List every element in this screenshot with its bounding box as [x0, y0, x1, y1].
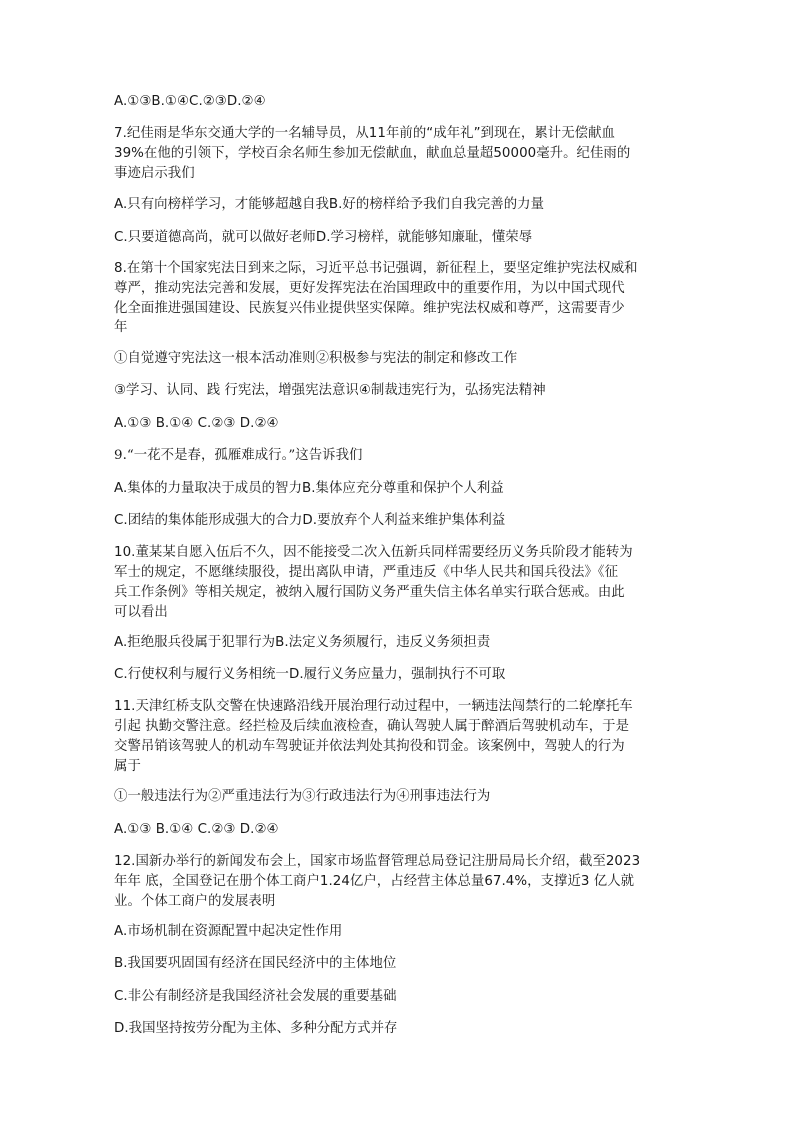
q11-stem-line-1: 11.天津红桥支队交警在快速路沿线开展治理行动过程中，一辆违法闯禁行的二轮摩托车	[114, 699, 633, 714]
q8-statements-1-2: ①自觉遵守宪法这一根本活动准则②积极参与宪法的制定和修改工作	[114, 351, 518, 366]
q8-statements-3-4: ③学习、认同、践 行宪法，增强宪法意识④制裁违宪行为，弘扬宪法精神	[114, 383, 546, 398]
q11-options: A.①③ B.①④ C.②③ D.②④	[114, 822, 279, 837]
q8-stem-line-3: 化全面推进强国建设、民族复兴伟业提供坚实保障。维护宪法权威和尊严，这需要青少	[114, 301, 625, 316]
q11-stem-line-3: 交警吊销该驾驶人的机动车驾驶证并依法判处其拘役和罚金。该案例中，驾驶人的行为	[114, 739, 625, 754]
q10-options-ab: A.拒绝服兵役属于犯罪行为B.法定义务须履行，违反义务须担责	[114, 635, 491, 650]
q7-options-cd: C.只要道德高尚，就可以做好老师D.学习榜样，就能够知廉耻，懂荣辱	[114, 230, 533, 245]
q8-stem-line-1: 8.在第十个国家宪法日到来之际，习近平总书记强调，新征程上，要坚定维护宪法权威和	[114, 261, 638, 276]
q6-options: A.①③B.①④C.②③D.②④	[114, 94, 266, 109]
q9-options-cd: C.团结的集体能形成强大的合力D.要放弃个人利益来维护集体利益	[114, 513, 506, 528]
q9-stem: 9.“一花不是春，孤雁难成行。”这告诉我们	[114, 448, 363, 463]
q9-options-ab: A.集体的力量取决于成员的智力B.集体应充分尊重和保护个人利益	[114, 481, 504, 496]
q8-stem-line-4: 年	[114, 320, 128, 335]
q11-statements: ①一般违法行为②严重违法行为③行政违法行为④刑事违法行为	[114, 789, 491, 804]
q12-option-a: A.市场机制在资源配置中起决定性作用	[114, 924, 343, 939]
q10-stem-line-2: 军士的规定，不愿继续服役，提出离队申请，严重违反《中华人民共和国兵役法》《征	[114, 565, 619, 580]
q11-stem-line-4: 属于	[114, 759, 141, 774]
q12-option-d: D.我国坚持按劳分配为主体、多种分配方式并存	[114, 1021, 398, 1036]
q8-stem-line-2: 尊严，推动宪法完善和发展，更好发挥宪法在治国理政中的重要作用，为以中国式现代	[114, 281, 625, 296]
q7-stem-line-3: 事迹启示我们	[114, 166, 195, 181]
q12-stem-line-3: 业。个体工商户的发展表明	[114, 894, 276, 909]
q12-option-c: C.非公有制经济是我国经济社会发展的重要基础	[114, 989, 397, 1004]
q10-stem-line-4: 可以看出	[114, 605, 168, 620]
q12-option-b: B.我国要巩固国有经济在国民经济中的主体地位	[114, 956, 397, 971]
q7-stem-line-1: 7.纪佳雨是华东交通大学的一名辅导员，从11年前的“成年礼”到现在，累计无偿献血	[114, 126, 615, 141]
q7-options-ab: A.只有向榜样学习，才能够超越自我B.好的榜样给予我们自我完善的力量	[114, 197, 545, 212]
q10-stem-line-3: 兵工作条例》等相关规定，被纳入履行国防义务严重失信主体名单实行联合惩戒。由此	[114, 585, 625, 600]
q10-options-cd: C.行使权利与履行义务相统一D.履行义务应量力，强制执行不可取	[114, 667, 506, 682]
q12-stem-line-2: 年年 底，全国登记在册个体工商户1.24亿户，占经营主体总量67.4%，支撑近3 亿人就	[114, 874, 635, 889]
q8-options: A.①③ B.①④ C.②③ D.②④	[114, 416, 279, 431]
q12-stem-line-1: 12.国新办举行的新闻发布会上，国家市场监督管理总局登记注册局局长介绍，截至2023	[114, 854, 641, 869]
q11-stem-line-2: 引起 执勤交警注意。经拦检及后续血液检查，确认驾驶人属于醉酒后驾驶机动车，于是	[114, 719, 630, 734]
q7-stem-line-2: 39%在他的引领下，学校百余名师生参加无偿献血，献血总量超50000毫升。纪佳雨的	[114, 146, 631, 161]
q10-stem-line-1: 10.董某某自愿入伍后不久，因不能接受二次入伍新兵同样需要经历义务兵阶段才能转为	[114, 545, 633, 560]
